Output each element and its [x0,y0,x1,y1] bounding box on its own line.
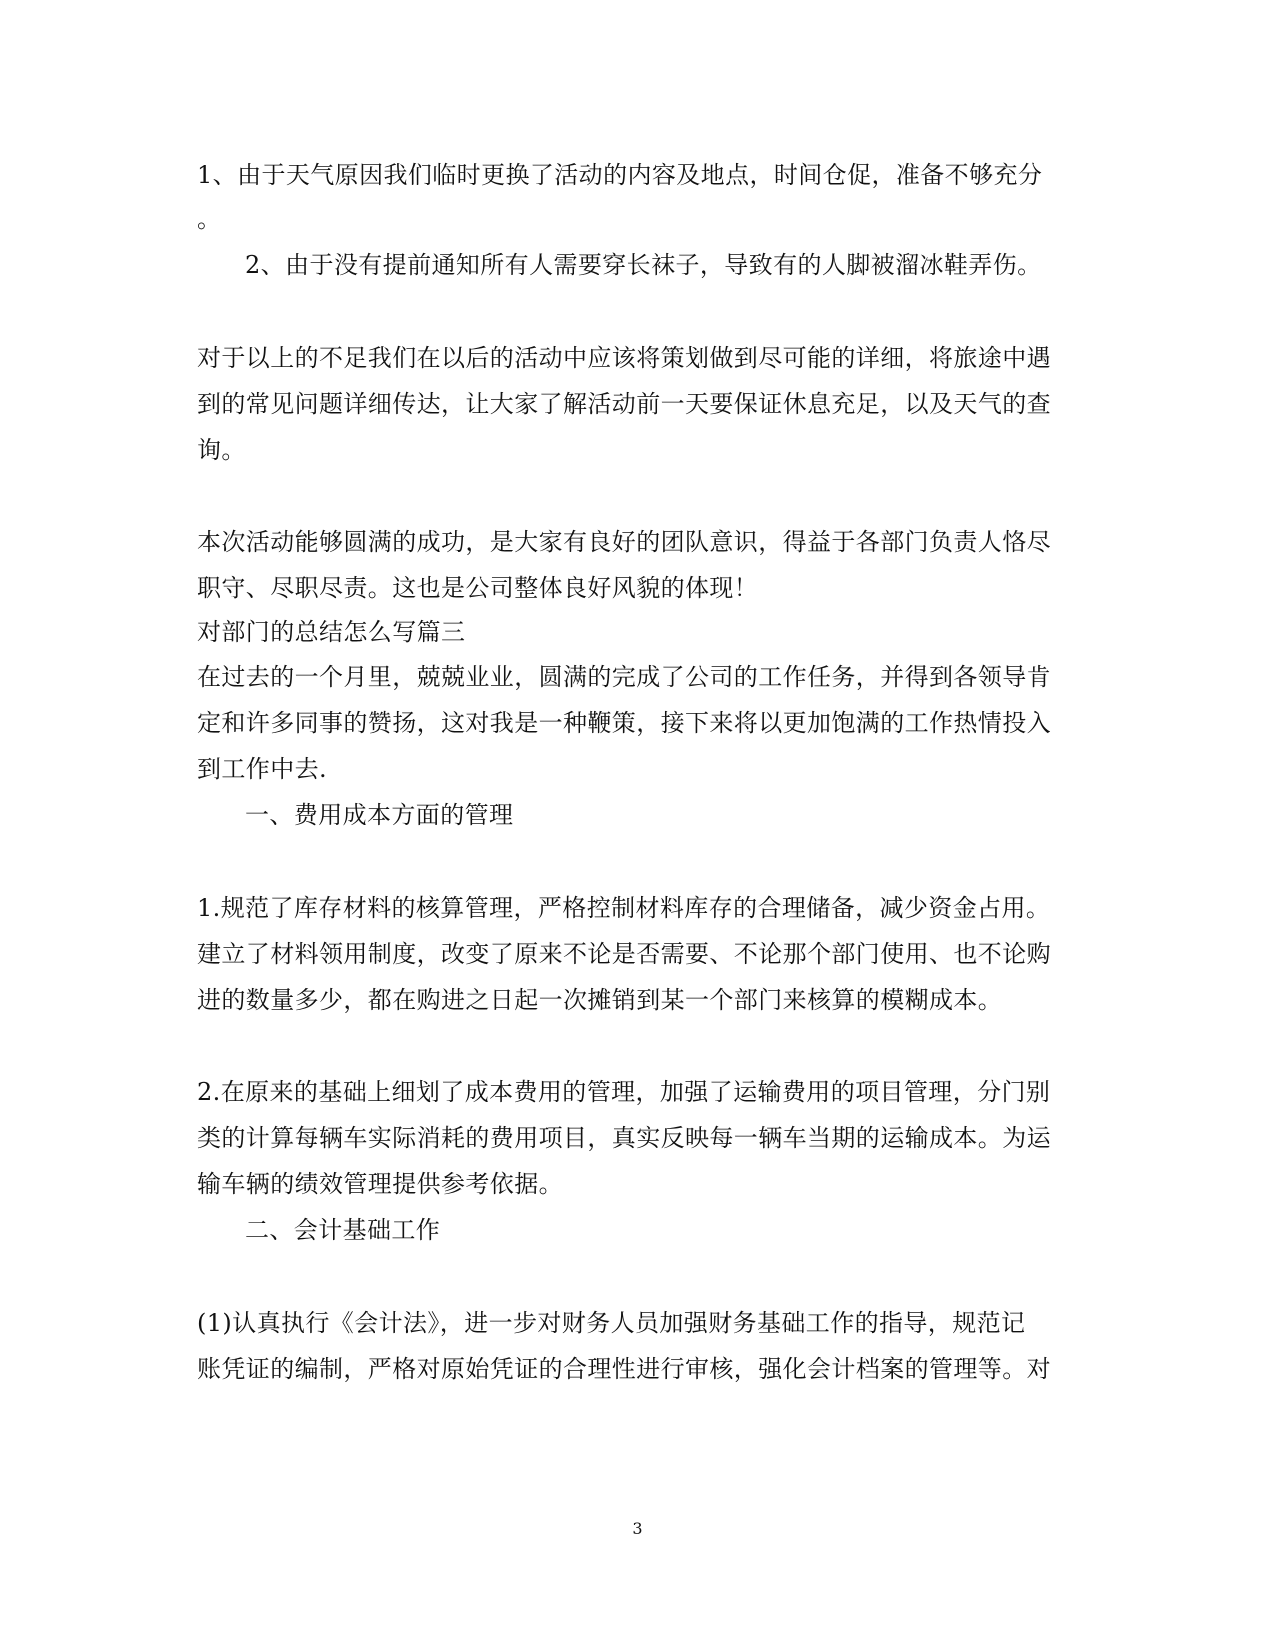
text-line: 询。 [197,436,246,464]
subsection-heading: 二、会计基础工作 [245,1216,441,1244]
text-line: 1.规范了库存材料的核算管理，严格控制材料库存的合理储备，减少资金占用。 [197,894,1051,922]
text-line: 。 [197,205,222,233]
text-line: 账凭证的编制，严格对原始凭证的合理性进行审核，强化会计档案的管理等。对 [197,1355,1051,1383]
text-line: 在过去的一个月里，兢兢业业，圆满的完成了公司的工作任务，并得到各领导肯 [197,663,1051,691]
text-line: 类的计算每辆车实际消耗的费用项目，真实反映每一辆车当期的运输成本。为运 [197,1124,1051,1152]
subsection-heading: 一、费用成本方面的管理 [245,801,514,829]
text-line: 到的常见问题详细传达，让大家了解活动前一天要保证休息充足，以及天气的查 [197,390,1051,418]
text-line: (1)认真执行《会计法》，进一步对财务人员加强财务基础工作的指导，规范记 [197,1309,1026,1337]
text-line: 2.在原来的基础上细划了成本费用的管理，加强了运输费用的项目管理，分门别 [197,1078,1051,1106]
text-line: 对于以上的不足我们在以后的活动中应该将策划做到尽可能的详细，将旅途中遇 [197,344,1051,372]
text-line: 职守、尽职尽责。这也是公司整体良好风貌的体现！ [197,574,759,602]
text-line: 本次活动能够圆满的成功，是大家有良好的团队意识，得益于各部门负责人恪尽 [197,528,1051,556]
text-line: 1、由于天气原因我们临时更换了活动的内容及地点，时间仓促，准备不够充分 [197,161,1043,189]
text-line: 2、由于没有提前通知所有人需要穿长袜子，导致有的人脚被溜冰鞋弄伤。 [245,251,1042,279]
text-line: 进的数量多少，都在购进之日起一次摊销到某一个部门来核算的模糊成本。 [197,986,1003,1014]
text-line: 建立了材料领用制度，改变了原来不论是否需要、不论那个部门使用、也不论购 [197,940,1051,968]
section-heading: 对部门的总结怎么写篇三 [197,618,466,646]
text-line: 到工作中去. [197,755,328,783]
page-number: 3 [632,1519,643,1538]
text-line: 输车辆的绩效管理提供参考依据。 [197,1170,563,1198]
text-line: 定和许多同事的赞扬，这对我是一种鞭策，接下来将以更加饱满的工作热情投入 [197,709,1051,737]
